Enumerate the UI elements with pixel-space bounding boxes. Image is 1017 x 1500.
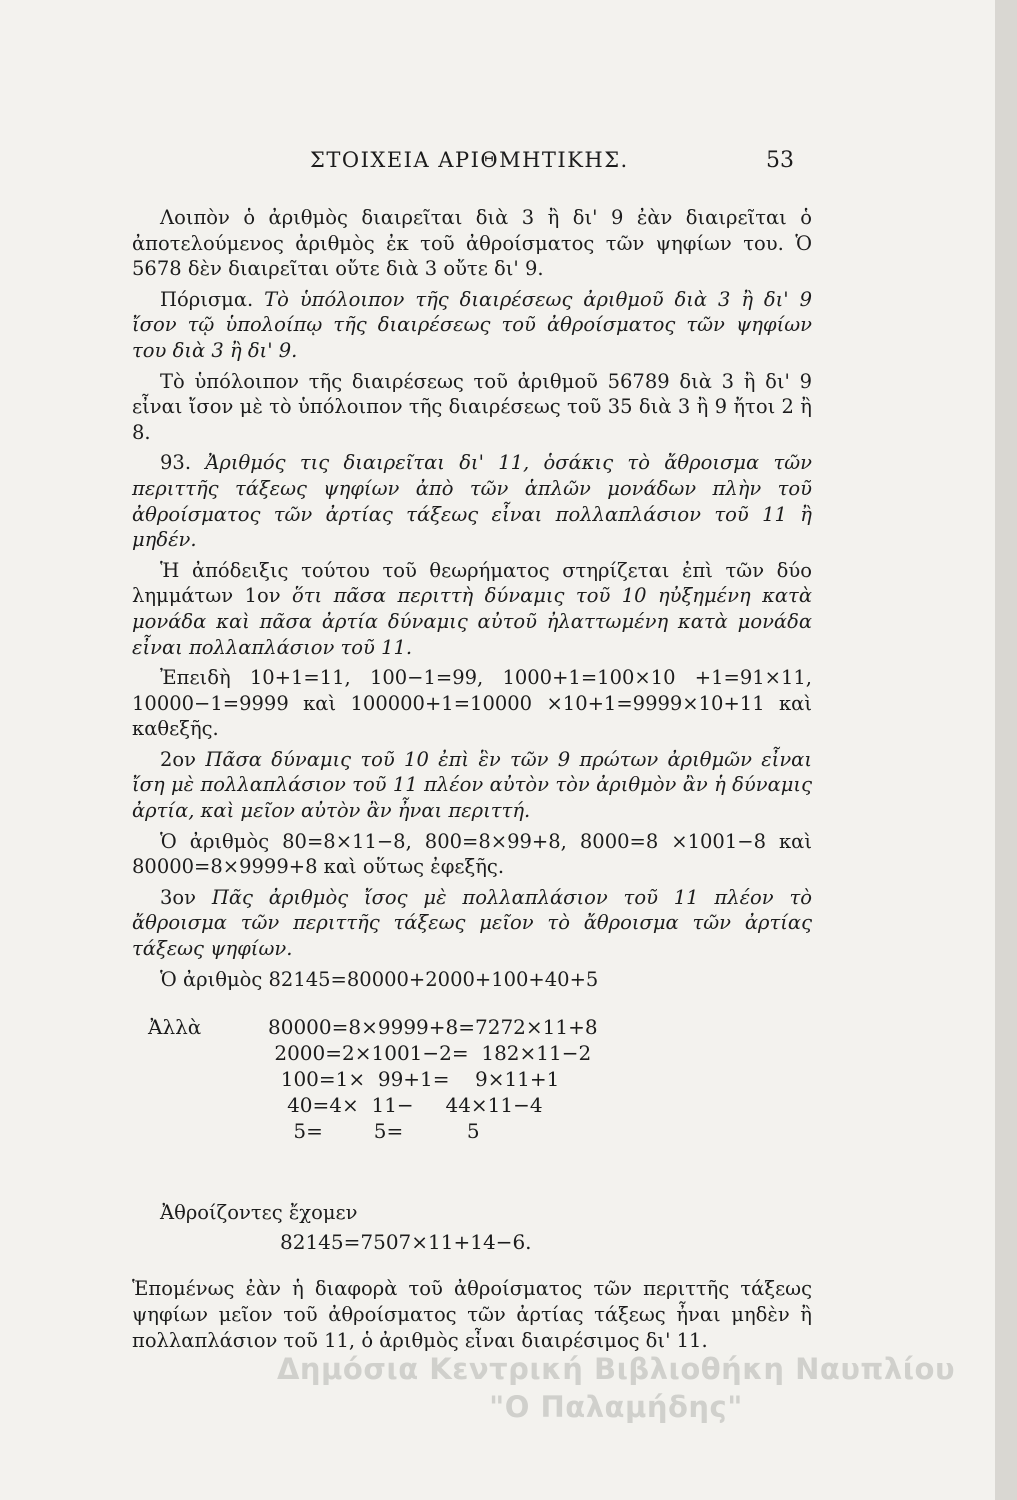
equation-block xyxy=(148,1014,748,1144)
watermark-line-2: "Ο Παλαμήδης" xyxy=(489,1390,743,1424)
example-number: Ὁ ἀριθμὸς 82145=80000+2000+100+40+5 xyxy=(160,967,599,991)
sum-result: 82145=7507×11+14−6. xyxy=(280,1229,532,1254)
lemma-2: Πᾶσα δύναμις τοῦ 10 ἐπὶ ἓν τῶν 9 πρώτων ἀριθμῶν εἶναι ἴση μὲ πολλαπλάσιον τοῦ 11 πλέον αὐτὸν τὸν ἀριθμὸν ἂν ἡ δύναμις ἀρτία, καὶ μεῖον αὐτὸν ἂν ἦναι περιττή. xyxy=(132,747,812,823)
page-edge xyxy=(995,0,1017,1500)
lemma-2-label: 2ον xyxy=(160,747,197,771)
lemma-3-paragraph xyxy=(132,885,812,962)
page-number: 53 xyxy=(766,148,794,173)
running-title: ΣΤΟΙΧΕΙΑ ΑΡΙΘΜΗΤΙΚΗΣ. xyxy=(310,148,629,172)
corollary-label: Πόρισμα. xyxy=(160,287,254,311)
lemma-1-examples: Ἐπειδὴ 10+1=11, 100−1=99, 1000+1=100×10 +1=91×11, 10000−1=9999 καὶ 100000+1=10000 ×10+1=9999×10+11 καὶ καθεξῆς. xyxy=(132,666,812,741)
corollary-paragraph xyxy=(132,287,812,364)
lemma-2-examples: Ὁ ἀριθμὸς 80=8×11−8, 800=8×99+8, 8000=8 ×1001−8 καὶ 80000=8×9999+8 καὶ οὕτως ἐφεξῆς. xyxy=(132,829,812,879)
equation-row xyxy=(148,1040,748,1066)
equation-text: 100=1× 99+1= 9×11+1 xyxy=(268,1067,560,1091)
equation-text: 40=4× 11− 44×11−4 xyxy=(268,1093,543,1117)
equation-row xyxy=(148,1092,748,1118)
library-watermark xyxy=(226,1350,1006,1426)
section-number: 93. xyxy=(160,451,192,475)
paragraph-3: Τὸ ὑπόλοιπον τῆς διαιρέσεως τοῦ ἀριθμοῦ 56789 διὰ 3 ἢ δι' 9 εἶναι ἴσον μὲ τὸ ὑπόλοιπον τῆς διαιρέσεως τοῦ 35 διὰ 3 ἢ 9 ἤτοι 2 ἢ 8. xyxy=(132,369,812,444)
equation-row xyxy=(148,1118,748,1144)
proof-intro-text: Ἡ ἀπόδειξις τούτου τοῦ θεωρήματος στηρίζεται ἐπὶ τῶν δύο λημμάτων 1ον xyxy=(132,558,812,608)
equation-row xyxy=(148,1014,748,1040)
theorem-statement: Ἀριθμός τις διαιρεῖται δι' 11, ὁσάκις τὸ ἄθροισμα τῶν περιττῆς τάξεως ψηφίων ἀπὸ τῶν ἁπλῶν μονάδων πλὴν τοῦ ἀθροίσματος τῶν ἀρτίας τάξεως εἶναι πολλαπλάσιον τοῦ 11 ἢ μηδέν. xyxy=(132,451,812,552)
theorem-93 xyxy=(132,450,812,552)
lemma-2-paragraph xyxy=(132,747,812,824)
sum-section xyxy=(132,1200,812,1259)
lemma-1: ὅτι πᾶσα περιττὴ δύναμις τοῦ 10 ηὐξημένη κατὰ μονάδα καὶ πᾶσα ἀρτία δύναμις αὐτοῦ ἠλαττωμένη κατὰ μονάδα εἶναι πολλαπλάσιον τοῦ 11. xyxy=(132,584,812,659)
sum-lead: Ἀθροίζοντες ἔχομεν xyxy=(160,1201,358,1224)
equation-text: 80000=8×9999+8=7272×11+8 xyxy=(268,1015,598,1039)
paragraph-1: Λοιπὸν ὁ ἀριθμὸς διαιρεῖται διὰ 3 ἢ δι' 9 ἐὰν διαιρεῖται ὁ ἀποτελούμενος ἀριθμὸς ἐκ τοῦ ἀθροίσματος τῶν ψηφίων του. Ὁ 5678 δὲν διαιρεῖται οὔτε διὰ 3 οὔτε δι' 9. xyxy=(132,206,812,281)
page-header xyxy=(0,148,1017,178)
closing-paragraph: Ἑπομένως ἐὰν ἡ διαφορὰ τοῦ ἀθροίσματος τῶν περιττῆς τάξεως ψηφίων μεῖον τοῦ ἀθροίσματος τῶν ἀρτίας τάξεως ἦναι μηδὲν ἢ πολλαπλάσιον τοῦ 11, ὁ ἀριθμὸς εἶναι διαιρέσιμος δι' 11. xyxy=(132,1277,812,1352)
proof-intro xyxy=(132,558,812,660)
equation-lead: Ἀλλὰ xyxy=(148,1015,202,1039)
equation-text: 5= 5= 5 xyxy=(268,1119,480,1143)
equation-row xyxy=(148,1066,748,1092)
body-text xyxy=(132,205,812,997)
corollary-statement: Τὸ ὑπόλοιπον τῆς διαιρέσεως ἀριθμοῦ διὰ 3 ἢ δι' 9 ἴσον τῷ ὑπολοίπῳ τῆς διαιρέσεως τοῦ ἀθροίσματος τῶν ψηφίων του διὰ 3 ἢ δι' 9. xyxy=(132,287,813,362)
lemma-3: Πᾶς ἀριθμὸς ἴσος μὲ πολλαπλάσιον τοῦ 11 πλέον τὸ ἄθροισμα τῶν περιττῆς τάξεως μεῖον τὸ ἄθροισμα τῶν ἀρτίας τάξεως ψηφίων. xyxy=(132,885,812,961)
equation-text: 2000=2×1001−2= 182×11−2 xyxy=(268,1041,592,1065)
watermark-line-1: Δημόσια Κεντρική Βιβλιοθήκη Ναυπλίου xyxy=(276,1352,956,1386)
lemma-3-label: 3ον xyxy=(160,885,197,909)
